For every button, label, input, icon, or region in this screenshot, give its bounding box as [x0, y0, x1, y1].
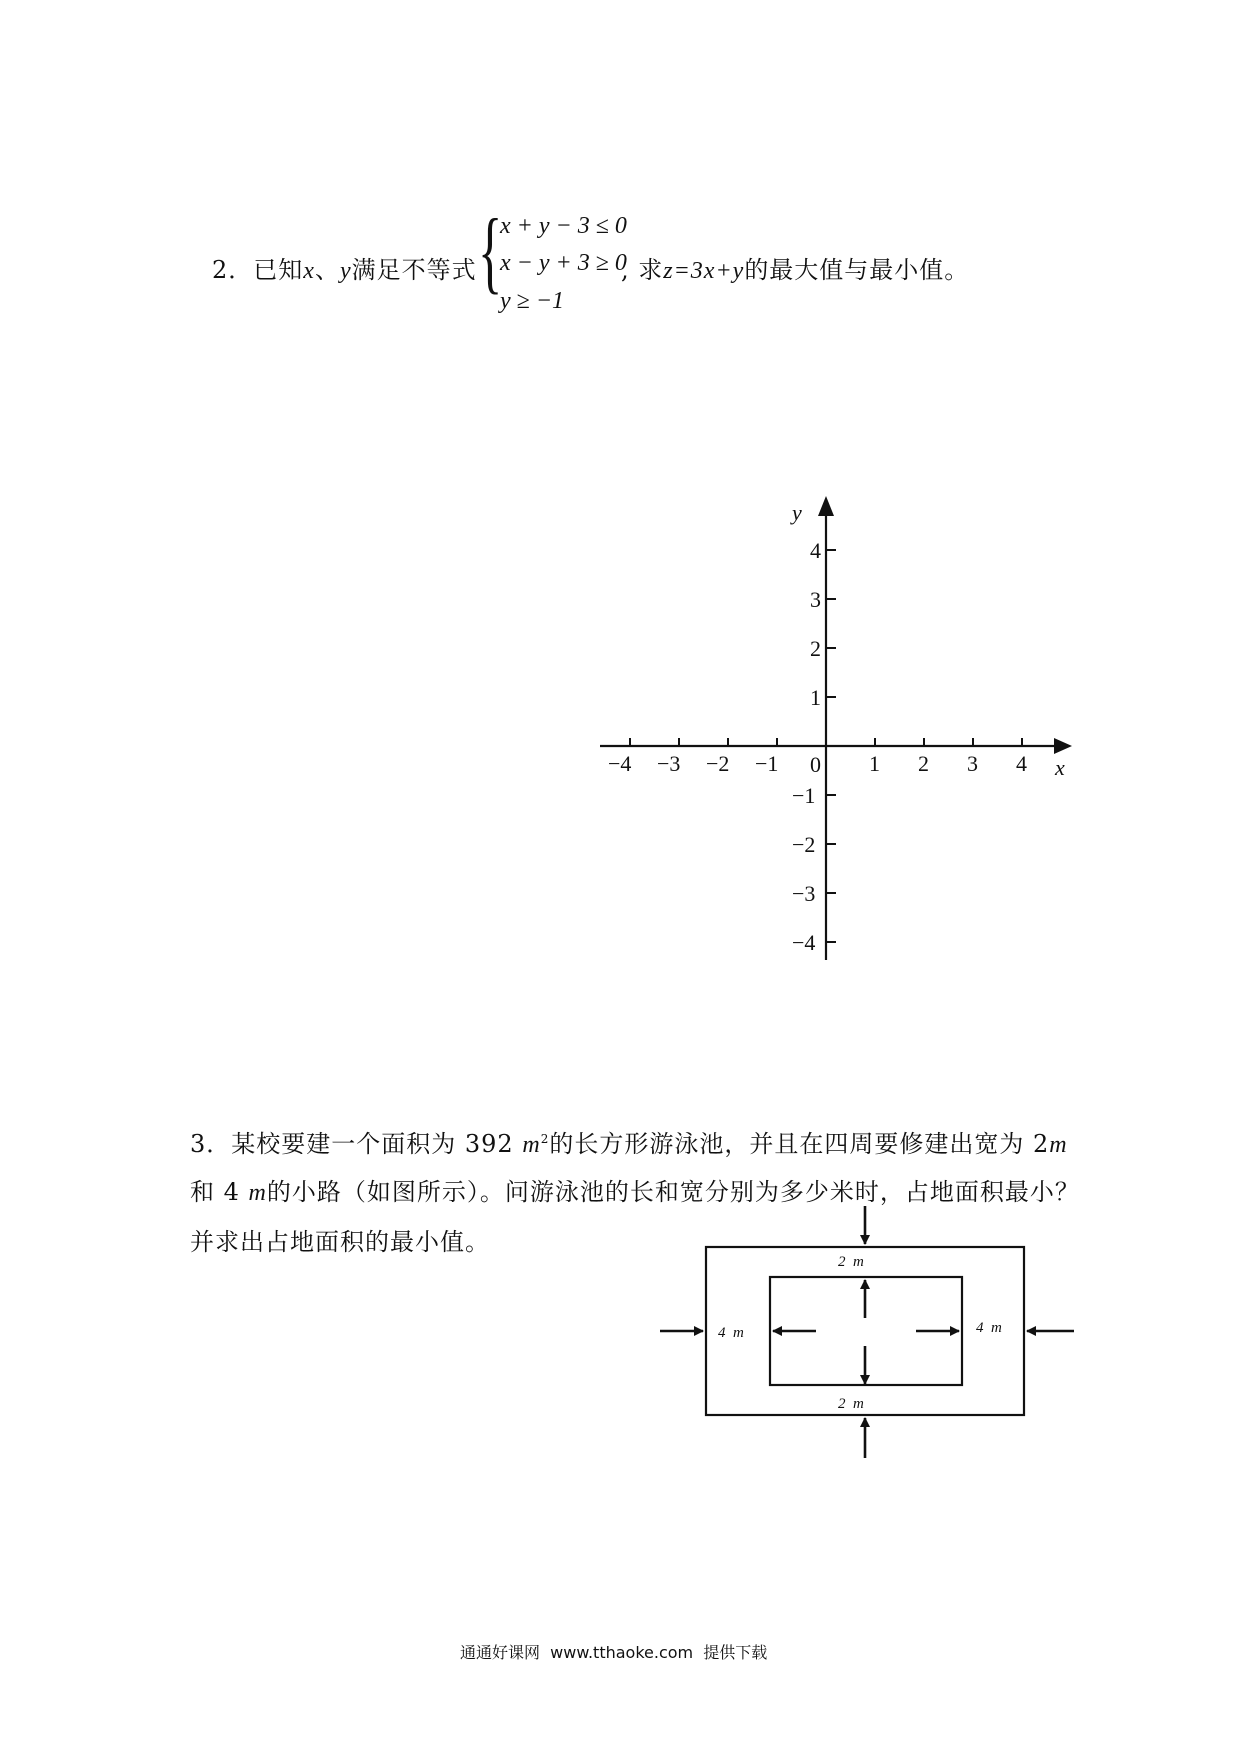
- x-tick-label: 2: [918, 751, 929, 776]
- q3-text-a: 3．某校要建一个面积为 392: [190, 1130, 523, 1158]
- y-tick-label: −3: [792, 881, 816, 906]
- x-tick-label: 4: [1016, 751, 1027, 776]
- condition-text: 满足不等式: [351, 256, 477, 284]
- x-axis-label: x: [1055, 755, 1065, 780]
- x-tick-label: −1: [755, 751, 779, 776]
- x-tick-label: 1: [869, 751, 880, 776]
- right-width-label: 4 m: [976, 1320, 1002, 1336]
- x-tick-label: −4: [608, 751, 632, 776]
- x-tick-label: 3: [967, 751, 978, 776]
- origin-label: 0: [810, 752, 821, 777]
- footer-text: 通通好课网 www.tthaoke.com 提供下载: [460, 1643, 768, 1662]
- var-y: y: [339, 258, 352, 284]
- top-width-label: 2 m: [838, 1254, 864, 1270]
- separator: 、: [314, 256, 340, 284]
- ask-tail: 的最大值与最小值。: [744, 256, 970, 284]
- y-tick-label: −1: [792, 783, 816, 808]
- question-text: 已知: [253, 256, 304, 284]
- y-axis-label: y: [792, 500, 802, 525]
- x-tick-label: −2: [706, 751, 730, 776]
- unit-m-2: m: [248, 1180, 267, 1206]
- y-tick-label: −2: [792, 832, 816, 857]
- objective-expression: z=3x+y: [663, 258, 745, 284]
- y-tick-label: 1: [810, 685, 821, 710]
- x-tick-label: −3: [657, 751, 681, 776]
- ask-text: , 求: [621, 256, 664, 284]
- q3-text-c: 和 4: [190, 1178, 249, 1206]
- superscript-2: 2: [540, 1132, 550, 1146]
- q3-text-d: 的小路（如图所示）。问游泳池的长和宽分别为多少米时，占地面积最小？: [266, 1178, 1080, 1206]
- q3-text-b: 的长方形游泳池，并且在四周要修建出宽为 2: [549, 1130, 1050, 1158]
- inequality-1: x + y − 3 ≤ 0: [500, 213, 627, 239]
- y-tick-label: 2: [810, 636, 821, 661]
- question-3-line-3: 并求出占地面积的最小值。: [190, 1228, 490, 1256]
- y-tick-label: 3: [810, 587, 821, 612]
- left-width-label: 4 m: [718, 1325, 744, 1341]
- question-number: 2．: [212, 256, 254, 284]
- system-brace: {: [478, 200, 503, 302]
- y-tick-label: −4: [792, 930, 816, 955]
- var-x: x: [303, 258, 315, 284]
- y-tick-label: 4: [810, 538, 821, 563]
- unit-m: m: [1049, 1132, 1068, 1158]
- inequality-3: y ≥ −1: [500, 288, 565, 314]
- bottom-width-label: 2 m: [838, 1396, 864, 1412]
- unit-m2: m: [522, 1132, 541, 1158]
- inequality-2: x − y + 3 ≥ 0: [500, 250, 627, 276]
